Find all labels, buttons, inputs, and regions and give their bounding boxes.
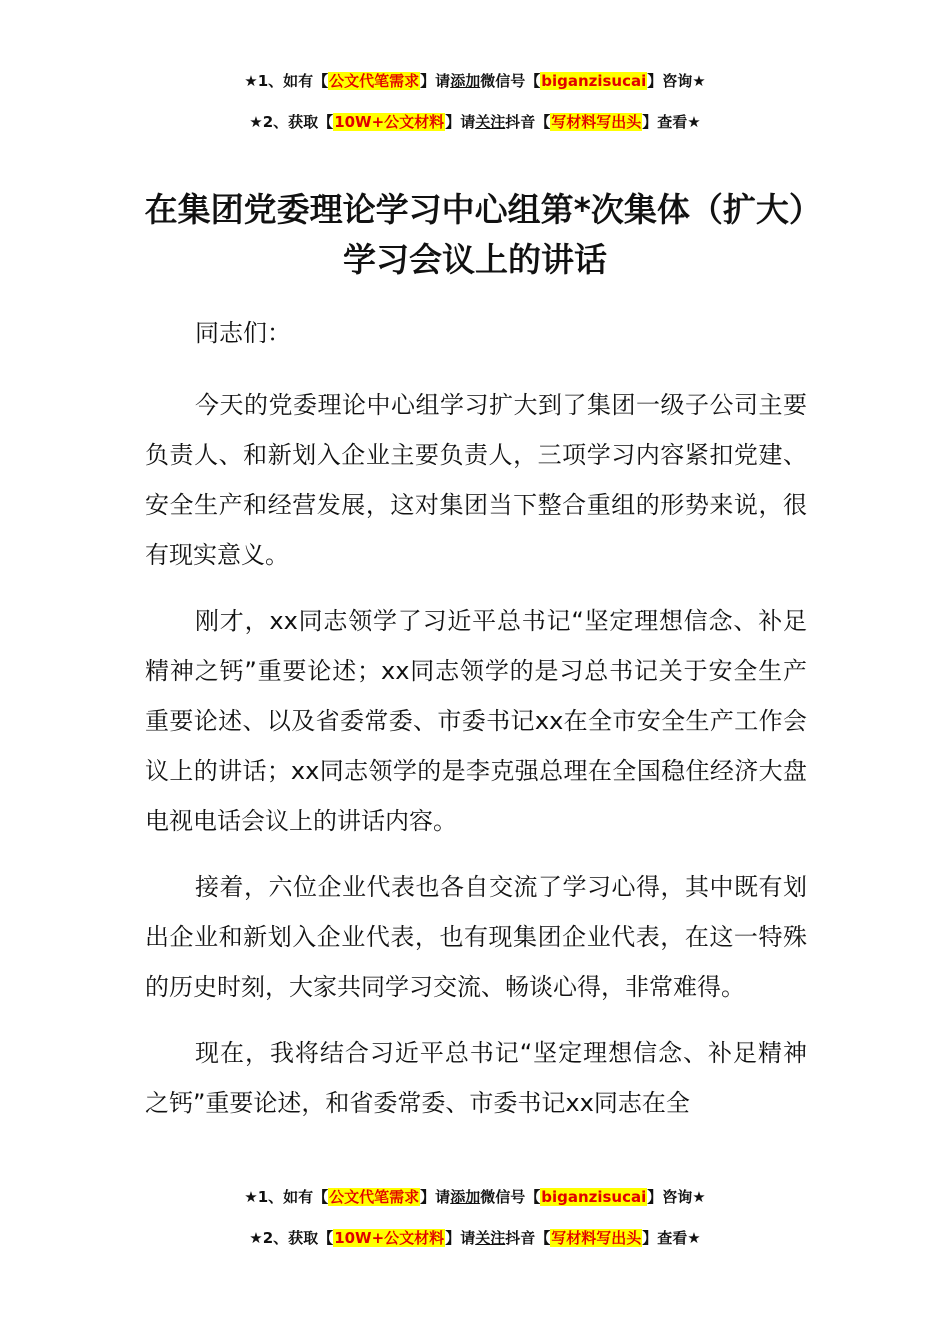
- banner-emphasis: 添加: [450, 1188, 481, 1206]
- banner-prefix: ★2、获取【: [249, 1229, 334, 1247]
- footer-banner-line-1: [0, 1187, 950, 1207]
- banner-suffix: 】查看★: [642, 113, 701, 131]
- paragraph: 今天的党委理论中心组学习扩大到了集团一级子公司主要负责人、和新划入企业主要负责人，三项学习内容紧扣党建、安全生产和经营发展，这对集团当下整合重组的形势来说，很有现实意义。: [145, 391, 807, 569]
- paragraph: 接着，六位企业代表也各自交流了学习心得，其中既有划出企业和新划入企业代表，也有现集团企业代表，在这一特殊的历史时刻，大家共同学习交流、畅谈心得，非常难得。: [145, 873, 807, 1001]
- banner-suffix: 】咨询★: [647, 72, 706, 90]
- banner-douyin-id: 写材料写出头: [551, 113, 642, 131]
- paragraph: 现在，我将结合习近平总书记“坚定理想信念、补足精神之钙”重要论述，和省委常委、市委书记xx同志在全: [145, 1039, 807, 1117]
- banner-text: 抖音【: [505, 113, 551, 131]
- banner-prefix: ★2、获取【: [249, 113, 334, 131]
- banner-suffix: 】咨询★: [647, 1188, 706, 1206]
- greeting: 同志们：: [195, 319, 291, 347]
- banner-douyin-id: 写材料写出头: [551, 1229, 642, 1247]
- banner-prefix: ★1、如有【: [244, 72, 329, 90]
- banner-text: 】请: [420, 1188, 451, 1206]
- banner-highlight: 10W+公文材料: [334, 113, 445, 131]
- header-banner-line-1: [0, 71, 950, 91]
- header-banner-line-2: [0, 112, 950, 132]
- banner-highlight: 公文代笔需求: [329, 1188, 420, 1206]
- document-body: [145, 308, 807, 1144]
- banner-text: 】请: [445, 1229, 476, 1247]
- banner-emphasis: 关注: [475, 1229, 506, 1247]
- banner-suffix: 】查看★: [642, 1229, 701, 1247]
- banner-text: 】请: [445, 113, 476, 131]
- paragraph: 刚才，xx同志领学了习近平总书记“坚定理想信念、补足精神之钙”重要论述；xx同志领学的是习总书记关于安全生产重要论述、以及省委常委、市委书记xx在全市安全生产工作会议上的讲话；xx同志领学的是李克强总理在全国稳住经济大盘电视电话会议上的讲话内容。: [145, 607, 807, 835]
- banner-text: 微信号【: [480, 1188, 541, 1206]
- banner-wechat-id: biganzisucai: [541, 1188, 647, 1206]
- banner-prefix: ★1、如有【: [244, 1188, 329, 1206]
- banner-highlight: 公文代笔需求: [329, 72, 420, 90]
- banner-text: 微信号【: [480, 72, 541, 90]
- footer-banner-line-2: [0, 1228, 950, 1248]
- banner-highlight: 10W+公文材料: [334, 1229, 445, 1247]
- banner-emphasis: 关注: [475, 113, 506, 131]
- banner-text: 】请: [420, 72, 451, 90]
- banner-wechat-id: biganzisucai: [541, 72, 647, 90]
- banner-text: 抖音【: [505, 1229, 551, 1247]
- document-title: 在集团党委理论学习中心组第*次集体（扩大）学习会议上的讲话: [144, 190, 806, 279]
- banner-emphasis: 添加: [450, 72, 481, 90]
